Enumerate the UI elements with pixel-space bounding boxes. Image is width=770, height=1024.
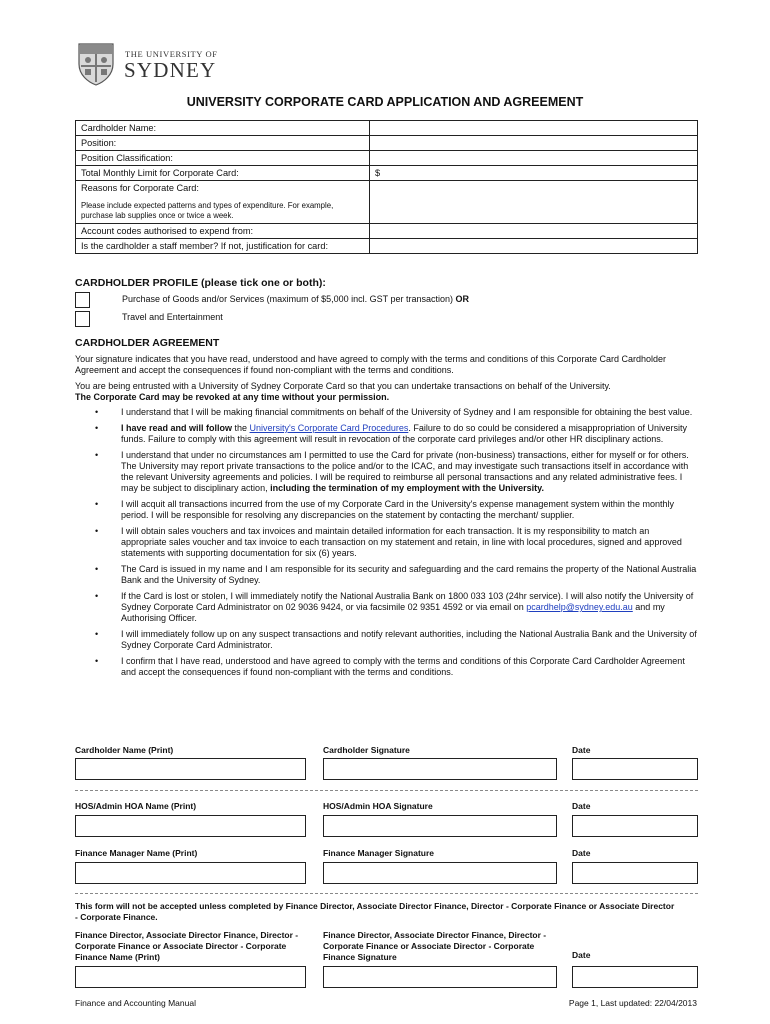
table-row: [76, 121, 698, 136]
hos-signature-label: HOS/Admin HOA Signature: [323, 801, 433, 811]
fd-name-print-field[interactable]: [75, 966, 306, 988]
list-item: • I will obtain sales vouchers and tax invoices and maintain detailed information for each transaction. It is my responsibility to match an appropriate sales voucher and tax invoice to each transaction on my statement and retain, in line with local procedures, signed and approved statements with supporting documentation for six (6) years.: [95, 526, 682, 558]
term-acquit: I will acquit all transactions incurred from the use of my Corporate Card in the University's expense management system within the monthly period. I will be responsible for resolving any discrepancies on the statement by contacting the merchant/ supplier.: [121, 499, 674, 520]
cardholder-date-label: Date: [572, 745, 591, 755]
monthly-limit-label: Total Monthly Limit for Corporate Card:: [76, 166, 370, 181]
list-item: • I confirm that I have read, understood and have agreed to comply with the terms and conditions of this Corporate Card Cardholder Agreement and accept the consequences if found non-compliant with the terms and conditions.: [95, 656, 685, 677]
term-suspect-transactions: I will immediately follow up on any suspect transactions and notify relevant authorities, including the National Australia Bank and the University of Sydney Corporate Card Administrator.: [121, 629, 697, 650]
list-item: • I will immediately follow up on any suspect transactions and notify relevant authorities, including the National Australia Bank and the University of Sydney Corporate Card Administrator.: [95, 629, 697, 650]
fd-date-field[interactable]: [572, 966, 698, 988]
table-row: [76, 166, 698, 181]
staff-member-label: Is the cardholder a staff member? If not, justification for card:: [76, 239, 370, 254]
page-title: UNIVERSITY CORPORATE CARD APPLICATION AND AGREEMENT: [186, 95, 584, 109]
table-row: [76, 239, 698, 254]
fm-signature-label: Finance Manager Signature: [323, 848, 434, 858]
agreement-intro-1: Your signature indicates that you have read, understood and have agreed to comply with the terms and conditions of this Corporate Card Cardholder Agreement and accept the consequences if found non-compliant with the terms and conditions.: [75, 354, 667, 375]
reasons-label: Reasons for Corporate Card:: [81, 183, 199, 193]
applicant-info-table: [75, 120, 698, 254]
agreement-intro-2: [75, 381, 700, 403]
monthly-limit-field[interactable]: $: [370, 166, 698, 181]
list-item: • I understand that I will be making financial commitments on behalf of the University of Sydney and I am responsible for obtaining the best value.: [95, 407, 693, 417]
position-classification-label: Position Classification:: [76, 151, 370, 166]
table-row: [76, 181, 698, 224]
account-codes-label: Account codes authorised to expend from:: [76, 224, 370, 239]
term-procedures-pre: the: [232, 423, 250, 433]
cardholder-name-field[interactable]: [370, 121, 698, 136]
footer-manual-name: Finance and Accounting Manual: [75, 998, 196, 1008]
cardholder-date-field[interactable]: [572, 758, 698, 780]
acceptance-notice: This form will not be accepted unless completed by Finance Director, Associate Director Finance, Director - Corporate Finance or Associate Director - Corporate Finance.: [75, 901, 675, 922]
logo-small-text: THE UNIVERSITY OF: [125, 49, 218, 59]
fm-signature-field[interactable]: [323, 862, 557, 884]
agreement-terms-list: [75, 407, 697, 683]
list-item: • I understand that under no circumstances am I permitted to use the Card for private (non-business) transactions, either for myself or for others. The University may report private transactions to the police and/or to the ICAC, and may investigate such transactions itself in accordance with the relevant University agreements and policies. I will be required to reimburse all personal transactions and any related administrative fees. I may be subject to disciplinary action, including the termination of my employment with the University.: [95, 450, 689, 493]
term-lost-stolen: If the Card is lost or stolen, I will immediately notify the National Australia Bank on 1800 033 103 (24hr service). I will also notify the University of Sydney Corporate Card Administrator on 02 9036 9424, or via facsimile 02 9351 4592 or via email on: [121, 591, 694, 612]
fd-signature-label: Finance Director, Associate Director Finance, Director - Corporate Finance or Associate Director - Corporate Finance Signature: [323, 930, 547, 962]
list-item: • The Card is issued in my name and I am responsible for its security and safeguarding and the card remains the property of the National Australia Bank and the University of Sydney.: [95, 564, 697, 585]
list-item: • I will acquit all transactions incurred from the use of my Corporate Card in the University's expense management system within the monthly period. I will be responsible for resolving any discrepancies on the statement by contacting the merchant/ supplier.: [95, 499, 674, 520]
term-vouchers: I will obtain sales vouchers and tax invoices and maintain detailed information for each transaction. It is my responsibility to match an appropriate sales voucher and tax invoice to each transaction on my statement and retain, in line with local procedures, signed and approved statements with supporting documentation for six (6) years.: [121, 526, 682, 558]
term-termination-bold: including the termination of my employment with the University.: [270, 483, 544, 493]
revocation-notice: The Corporate Card may be revoked at any time without your permission.: [75, 392, 390, 402]
cardholder-signature-field[interactable]: [323, 758, 557, 780]
pcardhelp-email-link[interactable]: pcardhelp@sydney.edu.au: [526, 602, 633, 612]
travel-checkbox[interactable]: [75, 311, 90, 327]
reasons-note: Please include expected patterns and types of expenditure. For example, purchase lab supplies once or twice a week.: [81, 201, 334, 220]
goods-services-option: [122, 294, 469, 304]
term-private-use: I understand that under no circumstances am I permitted to use the Card for private (non-business) transactions, either for myself or for others. The University may report private transactions to the police and/or to the ICAC, and may investigate such transactions itself in accordance with the relevant University agreements and policies. I will be required to reimburse all personal transactions and any related administrative fees. I may be subject to disciplinary action,: [121, 450, 689, 493]
cardholder-name-print-label: Cardholder Name (Print): [75, 745, 174, 755]
reasons-field[interactable]: [370, 181, 698, 224]
cardholder-name-print-field[interactable]: [75, 758, 306, 780]
position-label: Position:: [76, 136, 370, 151]
fd-name-print-label: Finance Director, Associate Director Finance, Director - Corporate Finance or Associate Director - Corporate Finance Name (Print): [75, 930, 299, 962]
hos-name-print-label: HOS/Admin HOA Name (Print): [75, 801, 197, 811]
fd-signature-field[interactable]: [323, 966, 557, 988]
profile-heading: CARDHOLDER PROFILE (please tick one or both):: [75, 277, 326, 289]
term-confirmation: I confirm that I have read, understood and have agreed to comply with the terms and conditions of this Corporate Card Cardholder Agreement and accept the consequences if found non-compliant with the terms and conditions.: [121, 656, 685, 677]
fm-date-label: Date: [572, 848, 591, 858]
travel-option-label: Travel and Entertainment: [122, 312, 223, 322]
hos-date-label: Date: [572, 801, 591, 811]
list-item: • I have read and will follow the University's Corporate Card Procedures. Failure to do so could be considered a misappropriation of University funds. Failure to comply with this agreement will result in revocation of the corporate card privileges and/or other HR disciplinary actions.: [95, 423, 687, 444]
term-read-follow-bold: I have read and will follow: [121, 423, 233, 433]
table-row: [76, 136, 698, 151]
term-lost-stolen-rest: and my Authorising Officer.: [121, 602, 665, 623]
intro-2-text: You are being entrusted with a University of Sydney Corporate Card so that you can undertake transactions on behalf of the University.: [75, 381, 611, 391]
term-best-value: I understand that I will be making financial commitments on behalf of the University of Sydney and I am responsible for obtaining the best value.: [121, 407, 693, 417]
cardholder-signature-label: Cardholder Signature: [323, 745, 410, 755]
goods-services-label: Purchase of Goods and/or Services (maximum of $5,000 incl. GST per transaction): [122, 294, 453, 304]
staff-member-field[interactable]: [370, 239, 698, 254]
cardholder-name-label: Cardholder Name:: [76, 121, 370, 136]
logo-big-text: SYDNEY: [124, 58, 217, 82]
fm-name-print-label: Finance Manager Name (Print): [75, 848, 198, 858]
footer-page-info: Page 1, Last updated: 22/04/2013: [568, 998, 697, 1008]
fm-name-print-field[interactable]: [75, 862, 306, 884]
table-row: [76, 224, 698, 239]
fm-date-field[interactable]: [572, 862, 698, 884]
fd-date-label: Date: [572, 950, 591, 960]
crest-icon: [76, 42, 116, 86]
procedures-link[interactable]: University's Corporate Card Procedures: [249, 423, 409, 433]
term-procedures-rest: . Failure to do so could be considered a misappropriation of University funds. Failure to comply with this agreement will result in revocation of the corporate card privileges and/or other HR disciplinary actions.: [121, 423, 687, 444]
hos-name-print-field[interactable]: [75, 815, 306, 837]
term-card-property: The Card is issued in my name and I am responsible for its security and safeguarding and the card remains the property of the National Australia Bank and the University of Sydney.: [121, 564, 697, 585]
list-item: • If the Card is lost or stolen, I will immediately notify the National Australia Bank on 1800 033 103 (24hr service). I will also notify the University of Sydney Corporate Card Administrator on 02 9036 9424, or via facsimile 02 9351 4592 or via email on pcardhelp@sydney.edu.au and my Authorising Officer.: [95, 591, 694, 623]
university-logo: [76, 42, 216, 88]
hos-date-field[interactable]: [572, 815, 698, 837]
position-classification-field[interactable]: [370, 151, 698, 166]
reasons-cell: [76, 181, 370, 224]
goods-services-checkbox[interactable]: [75, 292, 90, 308]
agreement-heading: CARDHOLDER AGREEMENT: [75, 337, 220, 349]
section-divider: [75, 893, 698, 894]
table-row: [76, 151, 698, 166]
option-or-label: OR: [455, 294, 469, 304]
section-divider: [75, 790, 698, 791]
position-field[interactable]: [370, 136, 698, 151]
hos-signature-field[interactable]: [323, 815, 557, 837]
account-codes-field[interactable]: [370, 224, 698, 239]
